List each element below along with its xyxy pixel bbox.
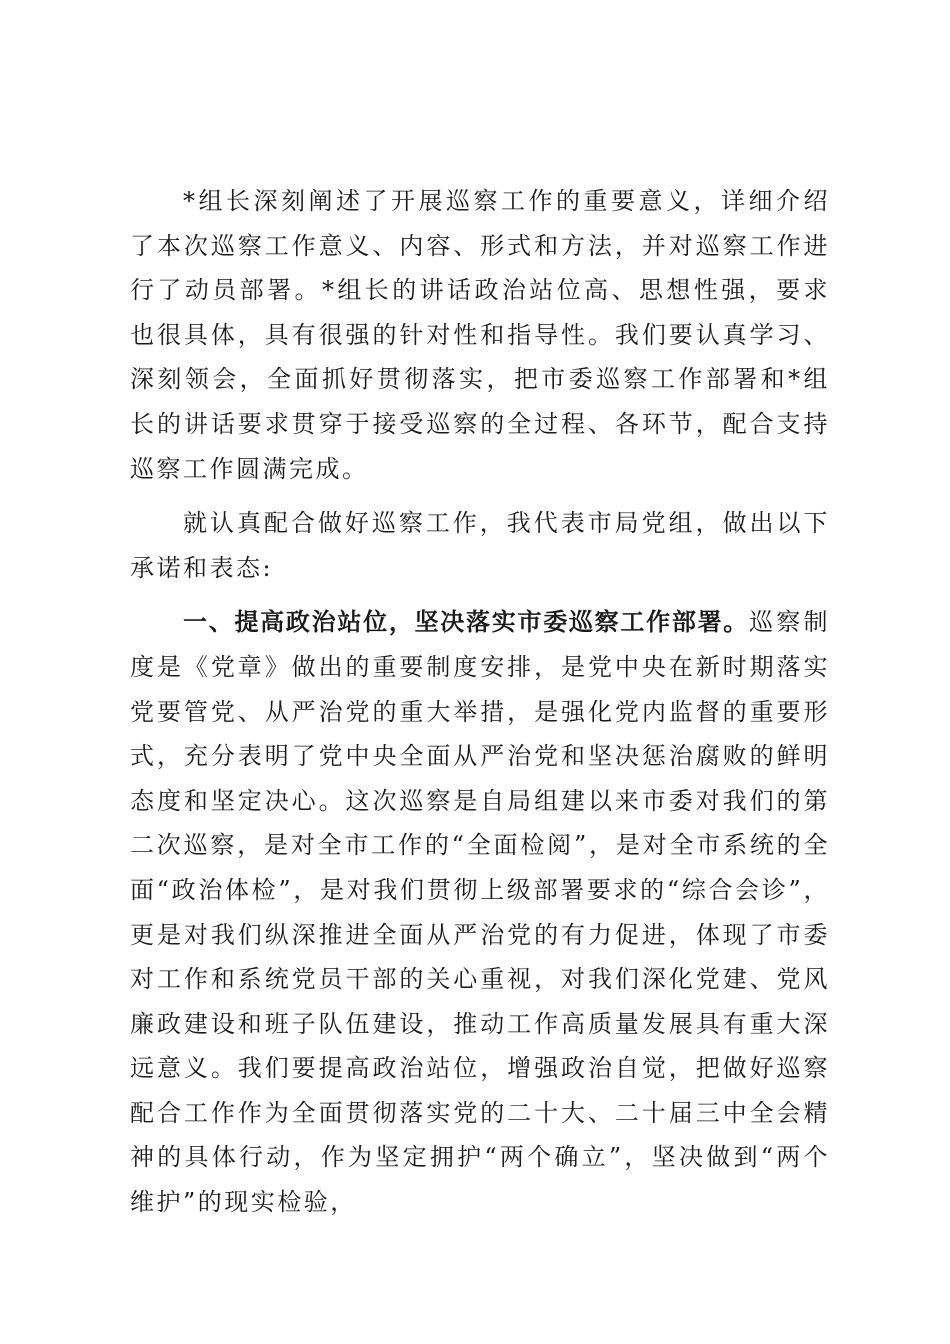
paragraph-2-text: 就认真配合做好巡察工作，我代表市局党组，做出以下承诺和表态: (130, 509, 830, 582)
section-heading-1: 一、提高政治站位，坚决落实市委巡察工作部署。 (183, 608, 750, 637)
paragraph-1 (130, 179, 830, 491)
document-body (130, 179, 830, 1235)
paragraph-2 (130, 501, 830, 590)
paragraph-1-text: *组长深刻阐述了开展巡察工作的重要意义，详细介绍了本次巡察工作意义、内容、形式和方法，并对巡察工作进行了动员部署。*组长的讲话政治站位高、思想性强，要求也很具体，具有很强的针对性和指导性。我们要认真学习、深刻领会，全面抓好贯彻落实，把市委巡察工作部署和*组长的讲话要求贯穿于接受巡察的全过程、各环节，配合支持巡察工作圆满完成。 (130, 187, 830, 483)
paragraph-3-text: 巡察制度是《党章》做出的重要制度安排，是党中央在新时期落实党要管党、从严治党的重大举措，是强化党内监督的重要形式，充分表明了党中央全面从严治党和坚决惩治腐败的鲜明态度和坚定决心。这次巡察是自局组建以来市委对我们的第二次巡察，是对全市工作的“全面检阅”，是对全市系统的全面“政治体检”，是对我们贯彻上级部署要求的“综合会诊”，更是对我们纵深推进全面从严治党的有力促进，体现了市委对工作和系统党员干部的关心重视，对我们深化党建、党风廉政建设和班子队伍建设，推动工作高质量发展具有重大深远意义。我们要提高政治站位，增强政治自觉，把做好巡察配合工作作为全面贯彻落实党的二十大、二十届三中全会精神的具体行动，作为坚定拥护“两个确立”，坚决做到“两个维护”的现实检验， (130, 608, 831, 1217)
paragraph-3 (130, 600, 830, 1224)
